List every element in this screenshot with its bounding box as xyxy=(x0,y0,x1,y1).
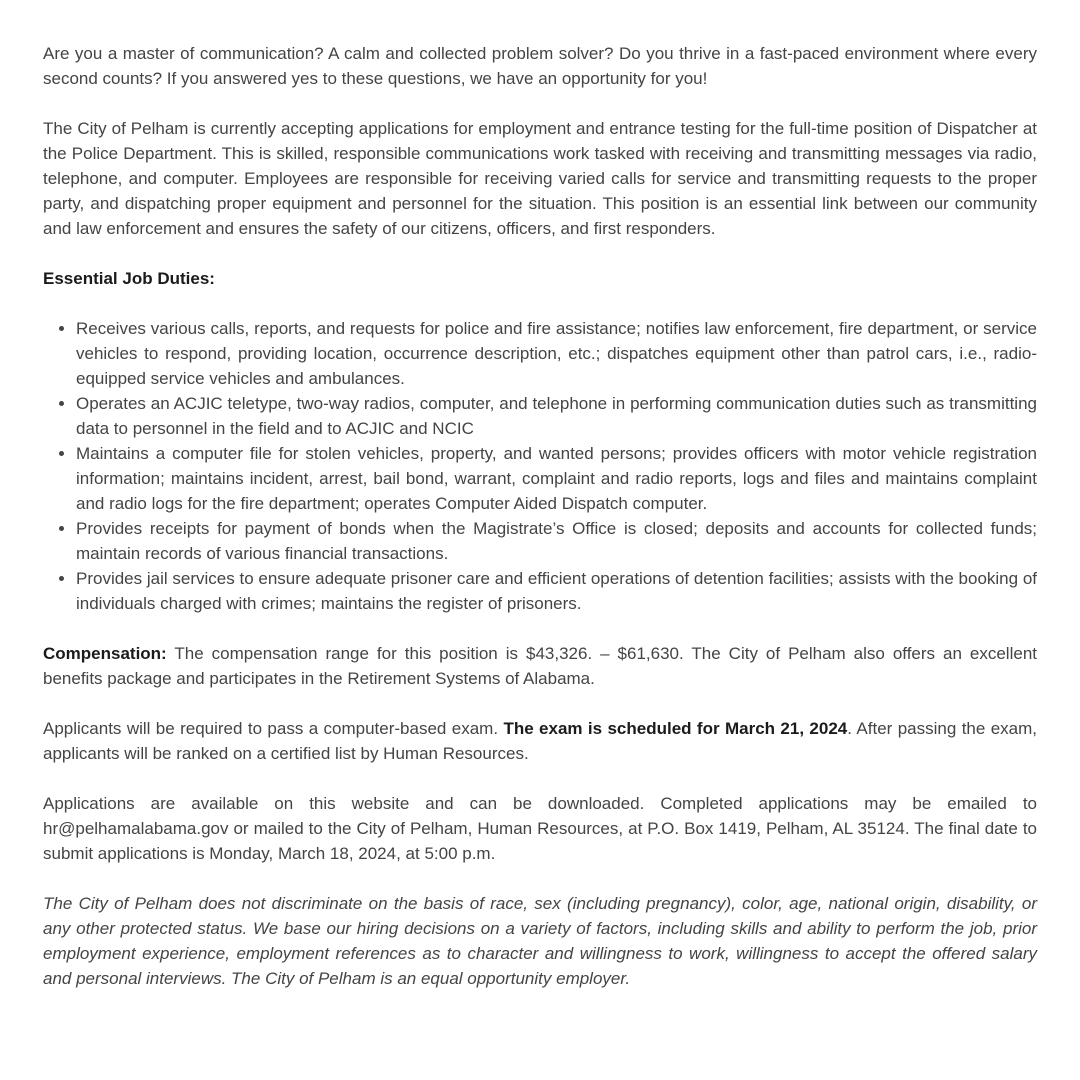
exam-paragraph xyxy=(43,716,1037,766)
exam-date-bold: The exam is scheduled for March 21, 2024 xyxy=(503,719,848,738)
duty-item-provides-receipts: • Provides receipts for payment of bonds when the Magistrate’s Office is closed; deposits and accounts for collected funds; maintain records of various financial transactions. xyxy=(76,516,1037,566)
duty-item-operates-teletype: • Operates an ACJIC teletype, two-way radios, computer, and telephone in performing communication duties such as transmitting data to personnel in the field and to ACJIC and NCIC xyxy=(76,391,1037,441)
compensation-text: The compensation range for this position is $43,326. – $61,630. The City of Pelham also offers an excellent benefits package and participates in the Retirement Systems of Alabama. xyxy=(43,644,1037,688)
duty-item-receives-calls: • Receives various calls, reports, and requests for police and fire assistance; notifies law enforcement, fire department, or service vehicles to respond, providing location, occurrence description, etc.; dispatches equipment other than patrol cars, i.e., radio-equipped service vehicles and ambulances. xyxy=(76,316,1037,391)
exam-text-pre: Applicants will be required to pass a computer-based exam. xyxy=(43,719,504,738)
duty-item-maintains-files: • Maintains a computer file for stolen vehicles, property, and wanted persons; provides officers with motor vehicle registration information; maintains incident, arrest, bail bond, warrant, complaint and radio reports, logs and files and maintains complaint and radio logs for the fire department; operates Computer Aided Dispatch computer. xyxy=(76,441,1037,516)
applications-paragraph: Applications are available on this website and can be downloaded. Completed applications may be emailed to hr@pelhamalabama.gov or mailed to the City of Pelham, Human Resources, at P.O. Box 1419, Pelham, AL 35124. The final date to submit applications is Monday, March 18, 2024, at 5:00 p.m. xyxy=(43,794,1037,863)
duties-list xyxy=(43,316,1037,616)
eeo-statement: The City of Pelham does not discriminate on the basis of race, sex (including pregnancy), color, age, national origin, disability, or any other protected status. We base our hiring decisions on a variety of factors, including skills and ability to perform the job, prior employment experience, employment references as to character and willingness to work, willingness to accept the offered salary and personal interviews. The City of Pelham is an equal opportunity employer. xyxy=(43,894,1037,988)
intro-paragraph: Are you a master of communication? A calm and collected problem solver? Do you thrive in a fast-paced environment where every second counts? If you answered yes to these questions, we have an opportunity for you! xyxy=(43,44,1037,88)
compensation-paragraph xyxy=(43,641,1037,691)
exam-text-post: . After passing the exam, applicants will be ranked on a certified list by Human Resources. xyxy=(43,719,1037,763)
position-description-paragraph: The City of Pelham is currently accepting applications for employment and entrance testing for the full-time position of Dispatcher at the Police Department. This is skilled, responsible communications work tasked with receiving and transmitting messages via radio, telephone, and computer. Employees are responsible for receiving varied calls for service and transmitting requests to the proper party, and dispatching proper equipment and personnel for the situation. This position is an essential link between our community and law enforcement and ensures the safety of our citizens, officers, and first responders. xyxy=(43,119,1037,238)
duty-item-jail-services: • Provides jail services to ensure adequate prisoner care and efficient operations of detention facilities; assists with the booking of individuals charged with crimes; maintains the register of prisoners. xyxy=(76,566,1037,616)
compensation-label: Compensation: xyxy=(43,644,167,663)
essential-job-duties-heading: Essential Job Duties: xyxy=(43,269,215,288)
